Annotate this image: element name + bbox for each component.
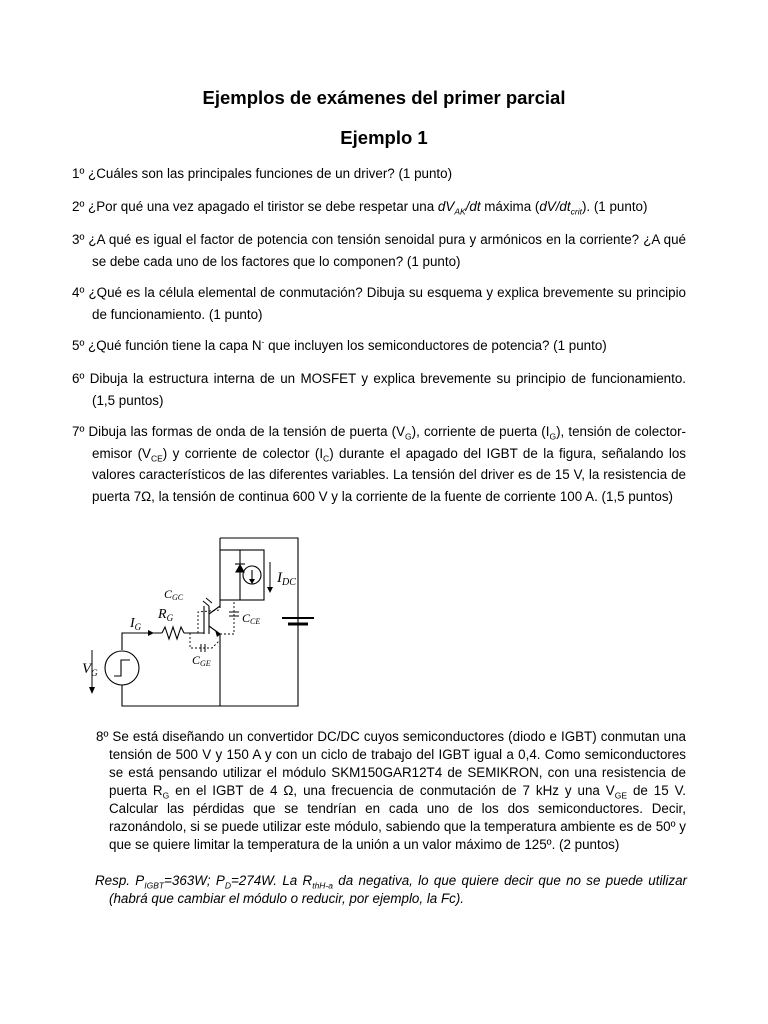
- answer-8: Resp. $P_{IGBT}=363W$; $P_D=274W$. La $R_{thH-a}$ da negativa, lo que quiere decir que no se puede utilizar (habrá que cambiar el módulo o reducir, por ejemplo, la Fc).: [95, 873, 687, 906]
- gate-voltage-source: [105, 651, 139, 685]
- question-1: 1º ¿Cuáles son las principales funciones de un driver? (1 punto): [72, 166, 453, 181]
- gate-resistor: [162, 627, 184, 639]
- label-cgc: CGC: [164, 587, 184, 602]
- page-title: Ejemplos de exámenes del primer parcial: [202, 87, 566, 108]
- question-2: 2º ¿Por qué una vez apagado el tiristor se debe respetar una $dV_{AK}/dt$ máxima $(dV/dt_{crit})$. (1 punto): [72, 199, 648, 217]
- label-cce: CCE: [242, 611, 261, 626]
- question-8: 8º Se está diseñando un convertidor DC/DC cuyos semiconductores (diodo e IGBT) conmutan una tensión de 500 V y 150 A y con un ciclo de trabajo del IGBT igual a 0,4. Como semiconductores se está pensando utilizar el módulo SKM150GAR12T4 de SEMIKRON, con una resistencia de puerta $R_G$ en el IGBT de 4 Ω, una frecuencia de conmutación de 7 kHz y una $V_{GE}$ de 15 V. Calcular las pérdidas que se tendrían en cada uno de los dos semiconductores. Decir, razonándolo, si se puede utilizar este módulo, sabiendo que la temperatura ambiente es de 50º y que se quiere limitar la temperatura de la unión a un valor máximo de 125º. (2 puntos): [96, 729, 687, 852]
- question-3: 3º ¿A qué es igual el factor de potencia con tensión senoidal pura y armónicos en la corriente? ¿A qué se debe cada uno de los factores que lo componen? (1 punto): [72, 232, 686, 269]
- label-idc: $I_{DC}$: [277, 570, 296, 588]
- question-6: 6º Dibuja la estructura interna de un MOSFET y explica brevemente su principio de funcionamiento. (1,5 puntos): [72, 371, 686, 408]
- question-7: 7º Dibuja las formas de onda de la tensión de puerta $(V_G)$, corriente de puerta $(I_G)$, tensión de colector-emisor $(V_{CE})$ y corriente de colector $(I_C)$ durante el apagado del IGBT de la figura, señalando los valores característicos de las diferentes variables. La tensión del driver es de 15 V, la resistencia de puerta 7Ω, la tensión de continua 600 V y la corriente de la fuente de corriente 100 A. (1,5 puntos): [72, 424, 687, 504]
- label-ig: $I_G$: [130, 616, 142, 632]
- label-rg: $R_G$: [158, 607, 174, 623]
- question-4: 4º ¿Qué es la célula elemental de conmutación? Dibuja su esquema y explica brevemente su principio de funcionamiento. (1 punto): [72, 285, 686, 322]
- igbt-circuit-figure: [72, 530, 372, 720]
- label-vg: $V_G$: [82, 661, 98, 678]
- label-cge: CGE: [192, 653, 211, 668]
- question-5: 5º ¿Qué función tiene la capa N- que incluyen los semiconductores de potencia? (1 punto): [72, 336, 607, 353]
- example-heading: Ejemplo 1: [340, 127, 428, 148]
